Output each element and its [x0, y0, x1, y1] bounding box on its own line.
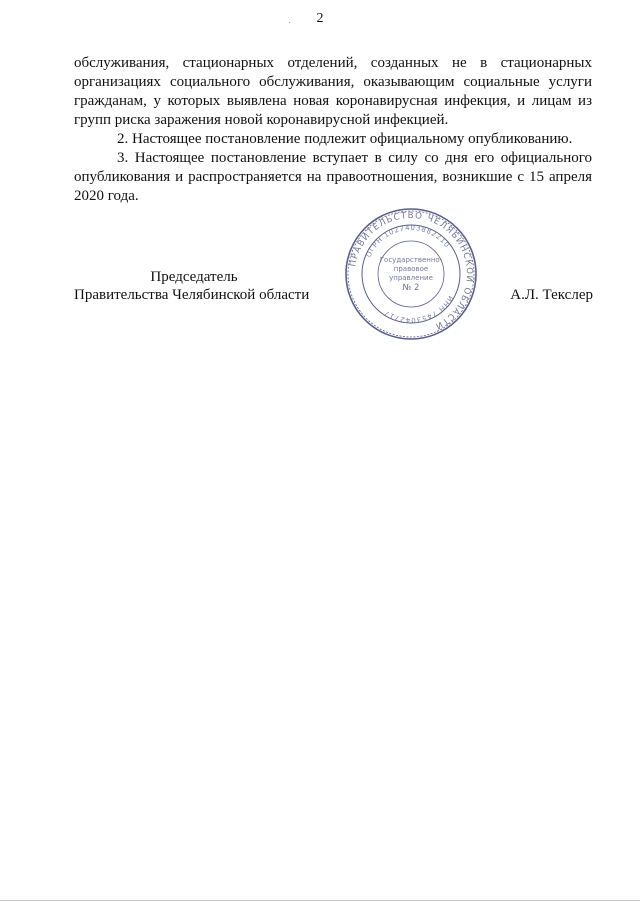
seal-outer-text: ПРАВИТЕЛЬСТВО ЧЕЛЯБИНСКОЙ ОБЛАСТИ — [348, 210, 475, 332]
seal-inn-text: ИНН 7453042717 — [382, 294, 455, 325]
signer-name: А.Л. Текслер — [510, 287, 593, 303]
signer-title-line1: Председатель — [150, 269, 238, 285]
paragraph-continuation: обслуживания, стационарных отделений, созданных не в стационарных организациях социального обслуживания, оказывающим социальные услуги гражданам, у которых выявлена новая коронавирусная инфекция, и лицам из групп риска заражения новой коронавирусной инфекцией. — [74, 55, 592, 128]
document-body — [74, 54, 592, 206]
seal-center-line-2: правовое — [393, 265, 429, 273]
seal-ogrn-text: ОГРН 1027403882210 — [364, 223, 452, 259]
paragraph-publication: 2. Настоящее постановление подлежит официальному опубликованию. — [117, 131, 573, 147]
page-bottom-edge — [0, 900, 640, 901]
paragraph-effective-date: 3. Настоящее постановление вступает в силу со дня его официального опубликования и распространяется на правоотношения, возникшие с 15 апреля 2020 года. — [74, 150, 592, 204]
seal-center-line-1: Государственно- — [379, 256, 443, 264]
seal-center-line-3: управление — [389, 274, 433, 282]
signer-title-line2: Правительства Челябинской области — [74, 287, 310, 303]
seal-center-line-4: № 2 — [402, 283, 420, 293]
official-seal-stamp — [344, 207, 478, 341]
page-number: 2 — [316, 11, 324, 26]
